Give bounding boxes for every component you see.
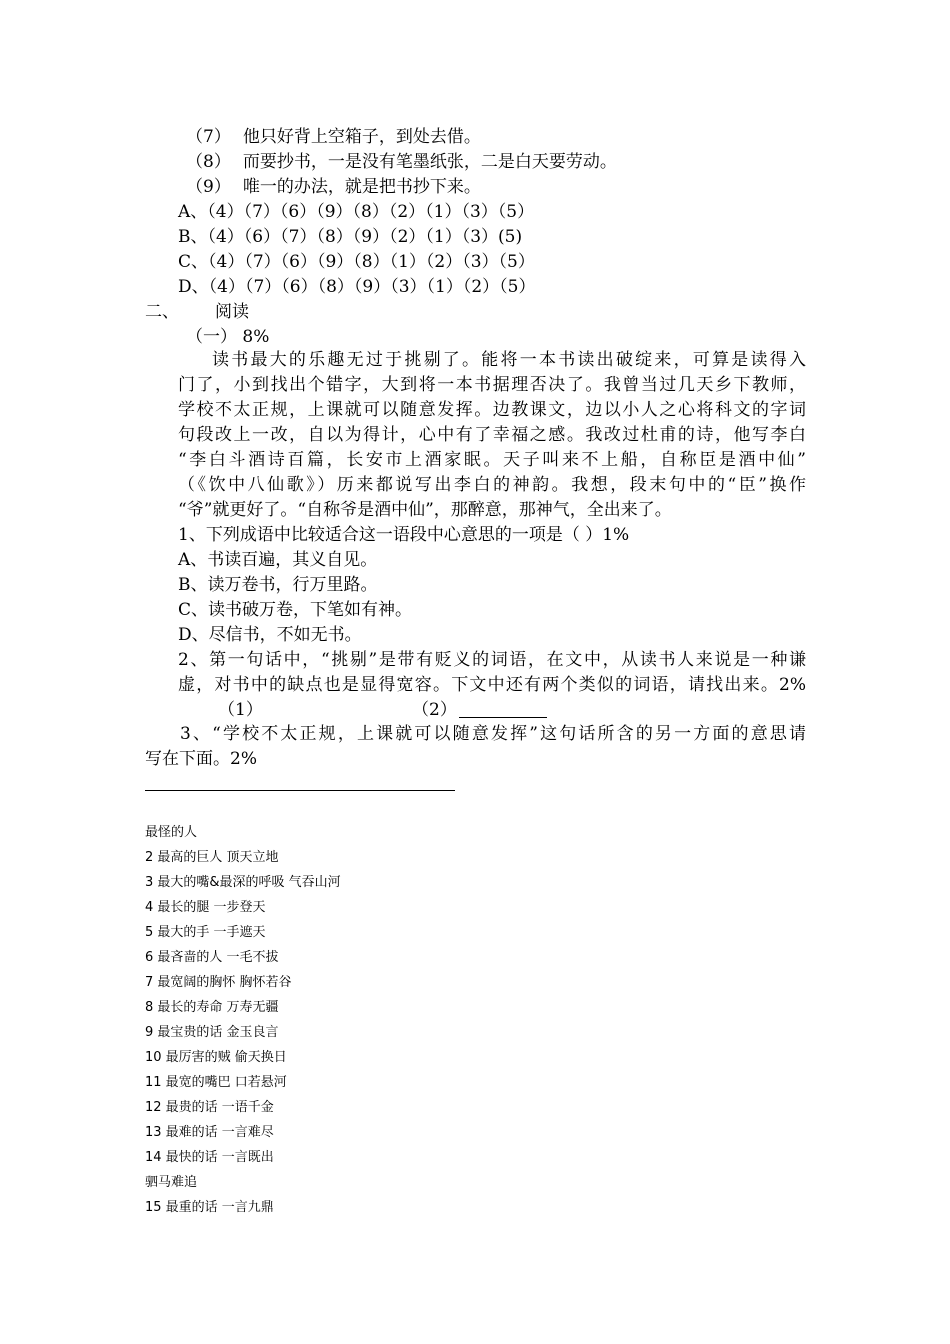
passage-line: （《饮中八仙歌》）历来都说写出李白的神韵。我想，段末句中的“臣”换作 <box>178 475 806 495</box>
passage-line: 学校不太正规，上课就可以随意发挥。边教课文，边以小人之心将科文的字词 <box>178 400 806 420</box>
list-item: 5 最大的手 一手遮天 <box>145 925 266 940</box>
sentence-8: （8） 而要抄书，一是没有笔墨纸张，二是白天要劳动。 <box>186 152 617 172</box>
list-item: 11 最宽的嘴巴 口若悬河 <box>145 1075 287 1090</box>
section-title: 阅读 <box>215 302 249 322</box>
order-option-a: A、（4）（7）（6）（9）（8）（2）（1）（3）（5） <box>178 202 535 222</box>
question-1-option-c: C、读书破万卷，下笔如有神。 <box>178 600 413 620</box>
order-option-d: D、（4）（7）（6）（8）（9）（3）（1）（2）（5） <box>178 277 536 297</box>
list-item: 4 最长的腿 一步登天 <box>145 900 266 915</box>
list-item: 3 最大的嘴&最深的呼吸 气吞山河 <box>145 875 341 890</box>
list-item: 2 最高的巨人 顶天立地 <box>145 850 279 865</box>
part-heading: （一） 8% <box>186 327 270 347</box>
list-item: 驷马难追 <box>145 1175 198 1190</box>
question-2-line: 虚，对书中的缺点也是显得宽容。下文中还有两个类似的词语，请找出来。2% <box>178 675 806 695</box>
order-option-b: B、（4）（6）（7）（8）（9）（2）（1）（3）(5) <box>178 227 523 247</box>
sentence-7: （7） 他只好背上空箱子，到处去借。 <box>186 127 481 147</box>
list-item: 6 最吝啬的人 一毛不拔 <box>145 950 279 965</box>
list-item: 9 最宝贵的话 金玉良言 <box>145 1025 279 1040</box>
answer-line <box>459 700 547 718</box>
section-number: 二、 <box>145 302 179 322</box>
passage-line: 句段改上一改，自以为得计，心中有了幸福之感。我改过杜甫的诗，他写李白 <box>178 425 806 445</box>
passage-line: 读书最大的乐趣无过于挑剔了。能将一本书读出破绽来，可算是读得入 <box>212 350 806 370</box>
question-1-prompt: 1、下列成语中比较适合这一语段中心意思的一项是（ ）1% <box>178 525 630 545</box>
section-heading <box>145 300 249 324</box>
question-2-line: 2、第一句话中，“挑剔”是带有贬义的词语，在文中，从读书人来说是一种谦 <box>178 650 806 670</box>
order-option-c: C、（4）（7）（6）（9）（8）（1）（2）（3）（5） <box>178 252 535 272</box>
list-item: 10 最厉害的贼 偷天换日 <box>145 1050 287 1065</box>
list-item: 7 最宽阔的胸怀 胸怀若谷 <box>145 975 292 990</box>
answer-blank-2[interactable]: （2） <box>412 698 547 722</box>
question-3-line: 3、“学校不太正规，上课就可以随意发挥”这句话所含的另一方面的意思请 <box>180 724 806 744</box>
list-item: 8 最长的寿命 万寿无疆 <box>145 1000 279 1015</box>
passage-line: 门了，小到找出个错字，大到将一本书据理否决了。我曾当过几天乡下教师， <box>178 375 806 395</box>
list-title: 最怪的人 <box>145 825 198 840</box>
answer-blank-1-label: （1） <box>218 700 263 720</box>
list-item: 13 最难的话 一言难尽 <box>145 1125 274 1140</box>
list-item: 15 最重的话 一言九鼎 <box>145 1200 274 1215</box>
answer-rule[interactable] <box>145 790 455 791</box>
question-3-line: 写在下面。2% <box>145 749 257 769</box>
list-item: 14 最快的话 一言既出 <box>145 1150 274 1165</box>
sentence-9: （9） 唯一的办法，就是把书抄下来。 <box>186 177 481 197</box>
passage-line: “爷”就更好了。“自称爷是酒中仙”，那醉意，那神气，全出来了。 <box>178 500 672 520</box>
passage-line: “李白斗酒诗百篇，长安市上酒家眠。天子叫来不上船，自称臣是酒中仙” <box>178 450 806 470</box>
question-1-option-d: D、尽信书，不如无书。 <box>178 625 362 645</box>
question-1-option-a: A、书读百遍，其义自见。 <box>178 550 378 570</box>
list-item: 12 最贵的话 一语千金 <box>145 1100 274 1115</box>
question-1-option-b: B、读万卷书，行万里路。 <box>178 575 378 595</box>
